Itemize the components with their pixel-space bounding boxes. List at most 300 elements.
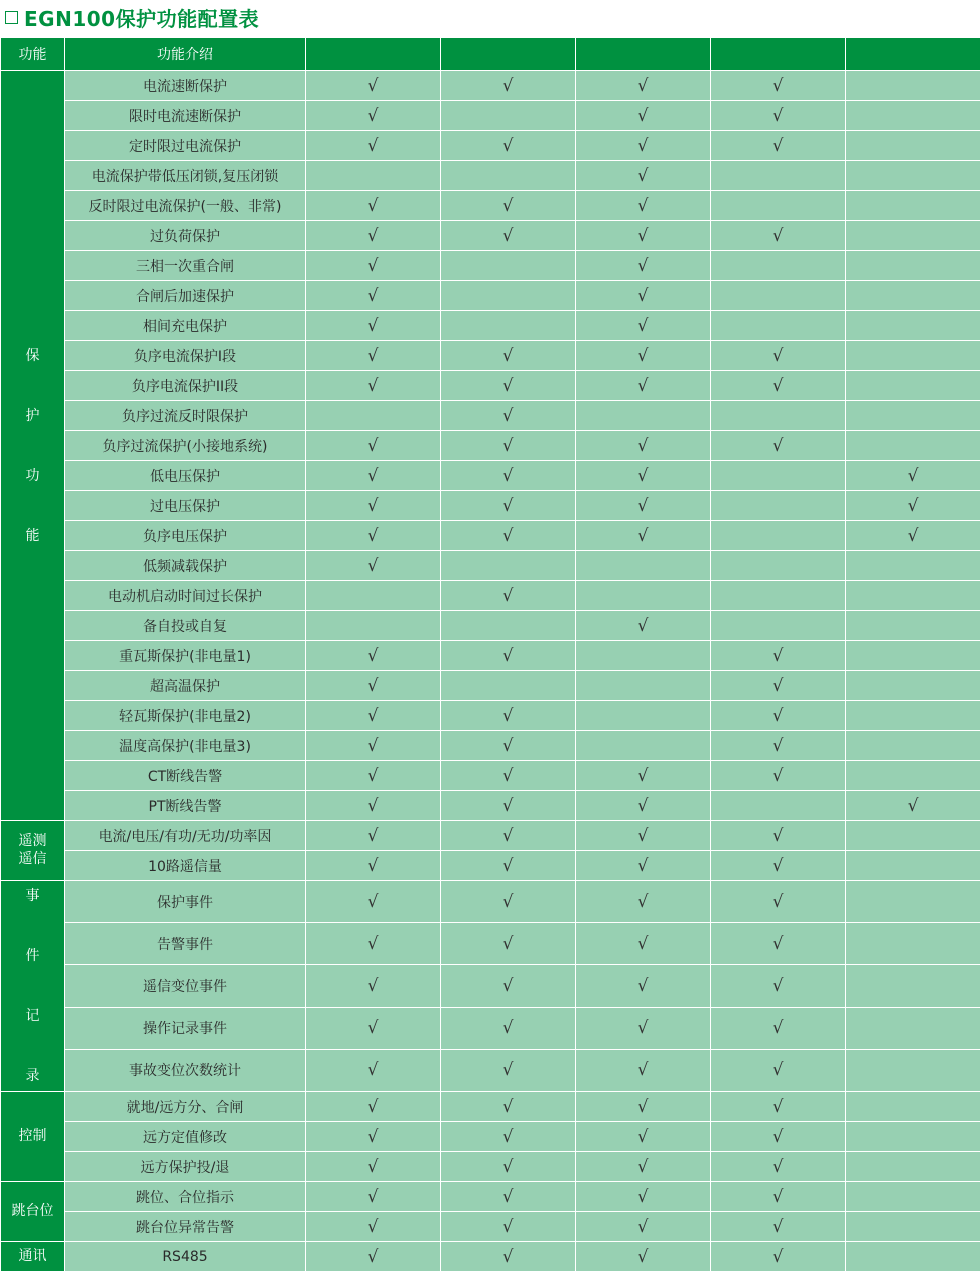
model-cell (441, 131, 576, 161)
check-mark-icon: √ (368, 556, 379, 576)
check-mark-icon: √ (638, 256, 649, 276)
model-cell (441, 821, 576, 851)
table-row (1, 71, 980, 101)
check-mark-icon: √ (503, 346, 514, 366)
model-cell (711, 1212, 846, 1242)
model-cell (576, 761, 711, 791)
model-cell (306, 1007, 441, 1049)
check-mark-icon: √ (368, 196, 379, 216)
model-cell (306, 161, 441, 191)
model-cell (711, 401, 846, 431)
check-mark-icon: √ (503, 892, 514, 912)
function-label: 跳位、合位指示 (65, 1182, 306, 1212)
check-mark-icon: √ (503, 496, 514, 516)
model-cell (306, 641, 441, 671)
model-cell (306, 821, 441, 851)
check-mark-icon: √ (503, 226, 514, 246)
model-cell (846, 851, 980, 881)
page-title: EGN100保护功能配置表 (24, 3, 259, 32)
model-cell (711, 281, 846, 311)
table-row (1, 311, 980, 341)
model-cell (306, 1182, 441, 1212)
table-row (1, 731, 980, 761)
model-cell (711, 581, 846, 611)
check-mark-icon: √ (773, 826, 784, 846)
check-mark-icon: √ (638, 346, 649, 366)
check-mark-icon: √ (368, 826, 379, 846)
check-mark-icon: √ (773, 1097, 784, 1117)
model-cell (441, 671, 576, 701)
model-cell (576, 1152, 711, 1182)
function-label: 重瓦斯保护(非电量1) (65, 641, 306, 671)
model-cell (846, 791, 980, 821)
check-mark-icon: √ (773, 892, 784, 912)
check-mark-icon: √ (503, 1018, 514, 1038)
model-cell (846, 1122, 980, 1152)
model-cell (441, 1092, 576, 1122)
check-mark-icon: √ (503, 466, 514, 486)
model-cell (711, 461, 846, 491)
check-mark-icon: √ (638, 1187, 649, 1207)
model-cell (576, 401, 711, 431)
check-mark-icon: √ (638, 1018, 649, 1038)
model-cell (441, 461, 576, 491)
check-mark-icon: √ (773, 346, 784, 366)
check-mark-icon: √ (503, 646, 514, 666)
model-cell (306, 461, 441, 491)
category-label: 保 (26, 348, 40, 364)
check-mark-icon: √ (503, 1217, 514, 1237)
model-cell (576, 851, 711, 881)
check-mark-icon: √ (368, 1217, 379, 1237)
model-cell (846, 1007, 980, 1049)
category-label: 遥信 (19, 851, 47, 867)
function-label: 负序电压保护 (65, 521, 306, 551)
check-mark-icon: √ (773, 1127, 784, 1147)
function-label: 定时限过电流保护 (65, 131, 306, 161)
function-label: PT断线告警 (65, 791, 306, 821)
model-cell (846, 1212, 980, 1242)
model-cell (576, 491, 711, 521)
table-row (1, 881, 980, 923)
model-cell (306, 431, 441, 461)
model-cell (711, 221, 846, 251)
model-cell (846, 161, 980, 191)
model-cell (576, 1242, 711, 1272)
table-row (1, 1152, 980, 1182)
check-mark-icon: √ (368, 1247, 379, 1267)
model-cell (711, 551, 846, 581)
check-mark-icon: √ (503, 436, 514, 456)
model-cell (846, 965, 980, 1007)
check-mark-icon: √ (638, 166, 649, 186)
model-cell (576, 311, 711, 341)
category-cell (1, 1242, 65, 1272)
model-cell (576, 131, 711, 161)
table-row (1, 923, 980, 965)
check-mark-icon: √ (773, 976, 784, 996)
model-cell (441, 101, 576, 131)
model-cell (711, 671, 846, 701)
model-cell (306, 221, 441, 251)
category-label: 控制 (19, 1128, 47, 1144)
check-mark-icon: √ (638, 1097, 649, 1117)
check-mark-icon: √ (368, 796, 379, 816)
function-label: 告警事件 (65, 923, 306, 965)
model-cell (846, 371, 980, 401)
model-cell (846, 191, 980, 221)
model-cell (711, 881, 846, 923)
model-cell (576, 641, 711, 671)
model-cell (441, 1212, 576, 1242)
model-cell (441, 521, 576, 551)
table-row (1, 701, 980, 731)
function-label: 超高温保护 (65, 671, 306, 701)
check-mark-icon: √ (368, 766, 379, 786)
table-row (1, 1049, 980, 1091)
model-cell (846, 311, 980, 341)
table-row (1, 491, 980, 521)
check-mark-icon: √ (368, 526, 379, 546)
check-mark-icon: √ (503, 376, 514, 396)
table-row (1, 1212, 980, 1242)
check-mark-icon: √ (638, 1060, 649, 1080)
table-row (1, 131, 980, 161)
model-cell (711, 131, 846, 161)
check-mark-icon: √ (368, 376, 379, 396)
model-cell (711, 311, 846, 341)
model-cell (441, 281, 576, 311)
config-table (0, 37, 980, 1272)
model-cell (306, 1049, 441, 1091)
model-cell (576, 965, 711, 1007)
model-cell (846, 461, 980, 491)
check-mark-icon: √ (773, 436, 784, 456)
function-label: 10路遥信量 (65, 851, 306, 881)
header-category: 功能 (1, 38, 65, 71)
function-label: CT断线告警 (65, 761, 306, 791)
model-cell (576, 611, 711, 641)
function-label: 负序过流保护(小接地系统) (65, 431, 306, 461)
model-cell (576, 1122, 711, 1152)
check-mark-icon: √ (368, 466, 379, 486)
model-cell (846, 491, 980, 521)
table-row (1, 251, 980, 281)
check-mark-icon: √ (368, 706, 379, 726)
check-mark-icon: √ (773, 676, 784, 696)
check-mark-icon: √ (908, 466, 919, 486)
model-cell (576, 281, 711, 311)
check-mark-icon: √ (638, 1157, 649, 1177)
model-cell (846, 1049, 980, 1091)
model-cell (846, 551, 980, 581)
check-mark-icon: √ (773, 136, 784, 156)
model-cell (711, 1007, 846, 1049)
model-cell (846, 923, 980, 965)
model-cell (306, 371, 441, 401)
model-cell (576, 371, 711, 401)
function-label: 低频减载保护 (65, 551, 306, 581)
check-mark-icon: √ (773, 934, 784, 954)
model-cell (576, 221, 711, 251)
model-cell (711, 191, 846, 221)
model-cell (846, 1092, 980, 1122)
check-mark-icon: √ (368, 1060, 379, 1080)
model-cell (846, 251, 980, 281)
model-cell (576, 71, 711, 101)
table-row (1, 341, 980, 371)
model-cell (711, 923, 846, 965)
check-mark-icon: √ (773, 106, 784, 126)
check-mark-icon: √ (638, 196, 649, 216)
check-mark-icon: √ (773, 76, 784, 96)
model-cell (576, 1212, 711, 1242)
check-mark-icon: √ (638, 766, 649, 786)
model-cell (306, 311, 441, 341)
model-cell (576, 701, 711, 731)
table-row (1, 1182, 980, 1212)
model-cell (576, 1049, 711, 1091)
function-label: 反时限过电流保护(一般、非常) (65, 191, 306, 221)
table-row (1, 851, 980, 881)
model-cell (441, 251, 576, 281)
function-label: 电流速断保护 (65, 71, 306, 101)
model-cell (576, 821, 711, 851)
model-cell (711, 1242, 846, 1272)
model-cell (306, 923, 441, 965)
table-row (1, 821, 980, 851)
model-cell (846, 701, 980, 731)
check-mark-icon: √ (368, 1097, 379, 1117)
check-mark-icon: √ (503, 1247, 514, 1267)
model-cell (441, 851, 576, 881)
check-mark-icon: √ (368, 436, 379, 456)
check-mark-icon: √ (503, 826, 514, 846)
function-label: 过电压保护 (65, 491, 306, 521)
model-cell (306, 251, 441, 281)
check-mark-icon: √ (638, 226, 649, 246)
model-cell (306, 551, 441, 581)
check-mark-icon: √ (503, 934, 514, 954)
model-cell (846, 881, 980, 923)
model-cell (306, 965, 441, 1007)
check-mark-icon: √ (503, 1187, 514, 1207)
model-cell (711, 1182, 846, 1212)
function-label: 跳台位异常告警 (65, 1212, 306, 1242)
model-cell (711, 1092, 846, 1122)
check-mark-icon: √ (638, 1247, 649, 1267)
function-label: 远方保护投/退 (65, 1152, 306, 1182)
model-cell (441, 923, 576, 965)
category-cell (1, 71, 65, 821)
check-mark-icon: √ (638, 1127, 649, 1147)
check-mark-icon: √ (503, 1060, 514, 1080)
table-row (1, 791, 980, 821)
header-function: 功能介绍 (65, 38, 306, 71)
model-cell (576, 251, 711, 281)
model-cell (711, 641, 846, 671)
check-mark-icon: √ (638, 616, 649, 636)
model-cell (576, 923, 711, 965)
model-cell (711, 101, 846, 131)
model-cell (576, 461, 711, 491)
check-mark-icon: √ (368, 1157, 379, 1177)
model-cell (711, 1049, 846, 1091)
model-cell (711, 731, 846, 761)
table-row (1, 1092, 980, 1122)
check-mark-icon: √ (773, 1247, 784, 1267)
check-mark-icon: √ (638, 436, 649, 456)
check-mark-icon: √ (638, 136, 649, 156)
function-label: 合闸后加速保护 (65, 281, 306, 311)
model-cell (306, 521, 441, 551)
category-label: 事 (26, 888, 40, 904)
model-cell (846, 641, 980, 671)
model-cell (441, 611, 576, 641)
model-cell (846, 731, 980, 761)
table-row (1, 965, 980, 1007)
model-cell (441, 221, 576, 251)
function-label: 轻瓦斯保护(非电量2) (65, 701, 306, 731)
table-row (1, 431, 980, 461)
table-row (1, 281, 980, 311)
model-cell (306, 101, 441, 131)
check-mark-icon: √ (368, 892, 379, 912)
check-mark-icon: √ (773, 376, 784, 396)
function-label: 远方定值修改 (65, 1122, 306, 1152)
model-cell (441, 1007, 576, 1049)
category-label: 能 (26, 528, 40, 544)
check-mark-icon: √ (503, 796, 514, 816)
model-cell (846, 821, 980, 851)
model-cell (576, 731, 711, 761)
category-cell (1, 821, 65, 881)
check-mark-icon: √ (773, 1060, 784, 1080)
function-label: 负序电流保护I段 (65, 341, 306, 371)
check-mark-icon: √ (908, 496, 919, 516)
model-cell (306, 1212, 441, 1242)
page-title-bar (0, 0, 980, 34)
function-label: 过负荷保护 (65, 221, 306, 251)
table-row (1, 1007, 980, 1049)
category-label: 跳台位 (12, 1203, 54, 1219)
category-label: 记 (26, 1008, 40, 1024)
model-cell (441, 371, 576, 401)
table-row (1, 581, 980, 611)
table-row (1, 161, 980, 191)
model-cell (441, 1152, 576, 1182)
check-mark-icon: √ (773, 706, 784, 726)
table-row (1, 191, 980, 221)
model-cell (306, 581, 441, 611)
category-label: 护 (26, 408, 40, 424)
table-row (1, 401, 980, 431)
function-label: 遥信变位事件 (65, 965, 306, 1007)
model-cell (576, 161, 711, 191)
check-mark-icon: √ (908, 796, 919, 816)
model-cell (306, 341, 441, 371)
model-cell (306, 701, 441, 731)
check-mark-icon: √ (368, 286, 379, 306)
model-cell (711, 851, 846, 881)
function-label: 电流/电压/有功/无功/功率因 (65, 821, 306, 851)
model-cell (846, 521, 980, 551)
model-cell (441, 1182, 576, 1212)
model-cell (576, 791, 711, 821)
table-row (1, 371, 980, 401)
table-row (1, 1122, 980, 1152)
table-row (1, 611, 980, 641)
header-model-2 (441, 38, 576, 71)
function-label: 电流保护带低压闭锁,复压闭锁 (65, 161, 306, 191)
check-mark-icon: √ (368, 676, 379, 696)
model-cell (711, 491, 846, 521)
model-cell (441, 341, 576, 371)
header-model-1 (306, 38, 441, 71)
function-label: 三相一次重合闸 (65, 251, 306, 281)
table-row (1, 521, 980, 551)
check-mark-icon: √ (773, 1018, 784, 1038)
model-cell (576, 191, 711, 221)
check-mark-icon: √ (773, 766, 784, 786)
function-label: 相间充电保护 (65, 311, 306, 341)
model-cell (846, 131, 980, 161)
check-mark-icon: √ (368, 1018, 379, 1038)
check-mark-icon: √ (368, 76, 379, 96)
model-cell (711, 341, 846, 371)
function-label: 保护事件 (65, 881, 306, 923)
check-mark-icon: √ (638, 1217, 649, 1237)
model-cell (441, 161, 576, 191)
model-cell (441, 881, 576, 923)
model-cell (711, 701, 846, 731)
check-mark-icon: √ (503, 1157, 514, 1177)
model-cell (846, 1152, 980, 1182)
model-cell (441, 431, 576, 461)
check-mark-icon: √ (638, 856, 649, 876)
check-mark-icon: √ (638, 826, 649, 846)
model-cell (576, 431, 711, 461)
function-label: RS485 (65, 1242, 306, 1272)
function-label: 负序电流保护II段 (65, 371, 306, 401)
category-label: 遥测 (19, 833, 47, 849)
model-cell (576, 581, 711, 611)
check-mark-icon: √ (503, 406, 514, 426)
check-mark-icon: √ (368, 316, 379, 336)
model-cell (306, 611, 441, 641)
model-cell (441, 191, 576, 221)
check-mark-icon: √ (773, 226, 784, 246)
model-cell (306, 881, 441, 923)
check-mark-icon: √ (503, 706, 514, 726)
table-body (1, 71, 980, 1272)
model-cell (576, 1007, 711, 1049)
check-mark-icon: √ (503, 766, 514, 786)
model-cell (441, 731, 576, 761)
check-mark-icon: √ (503, 76, 514, 96)
category-label: 通讯 (19, 1248, 47, 1264)
model-cell (711, 71, 846, 101)
model-cell (846, 1242, 980, 1272)
function-label: 操作记录事件 (65, 1007, 306, 1049)
model-cell (846, 671, 980, 701)
table-row (1, 221, 980, 251)
model-cell (846, 401, 980, 431)
check-mark-icon: √ (773, 1187, 784, 1207)
check-mark-icon: √ (638, 286, 649, 306)
check-mark-icon: √ (503, 1127, 514, 1147)
model-cell (576, 671, 711, 701)
